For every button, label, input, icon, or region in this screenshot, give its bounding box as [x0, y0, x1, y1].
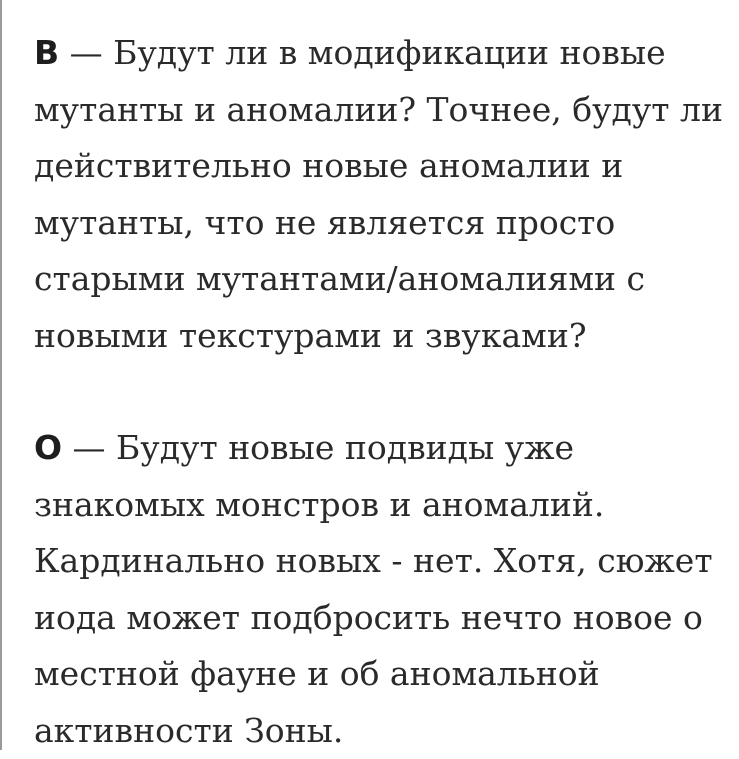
answer-text: — Будут новые подвиды уже знакомых монстров и аномалий. Кардинально новых - нет. Хотя, сюжет иода может подбросить нечто новое о местной фауне и об аномальной активности Зоны.	[34, 428, 713, 750]
qa-article	[34, 25, 724, 759]
answer-paragraph	[34, 420, 724, 759]
answer-marker: О	[34, 428, 63, 467]
question-paragraph	[34, 25, 724, 364]
question-marker: В	[34, 33, 60, 72]
question-text: — Будут ли в модификации новые мутанты и аномалии? Точнее, будут ли действительно новые аномалии и мутанты, что не является просто старыми мутантами/аномалиями с новыми текстурами и звуками?	[34, 33, 723, 355]
blockquote-rule	[0, 0, 2, 750]
